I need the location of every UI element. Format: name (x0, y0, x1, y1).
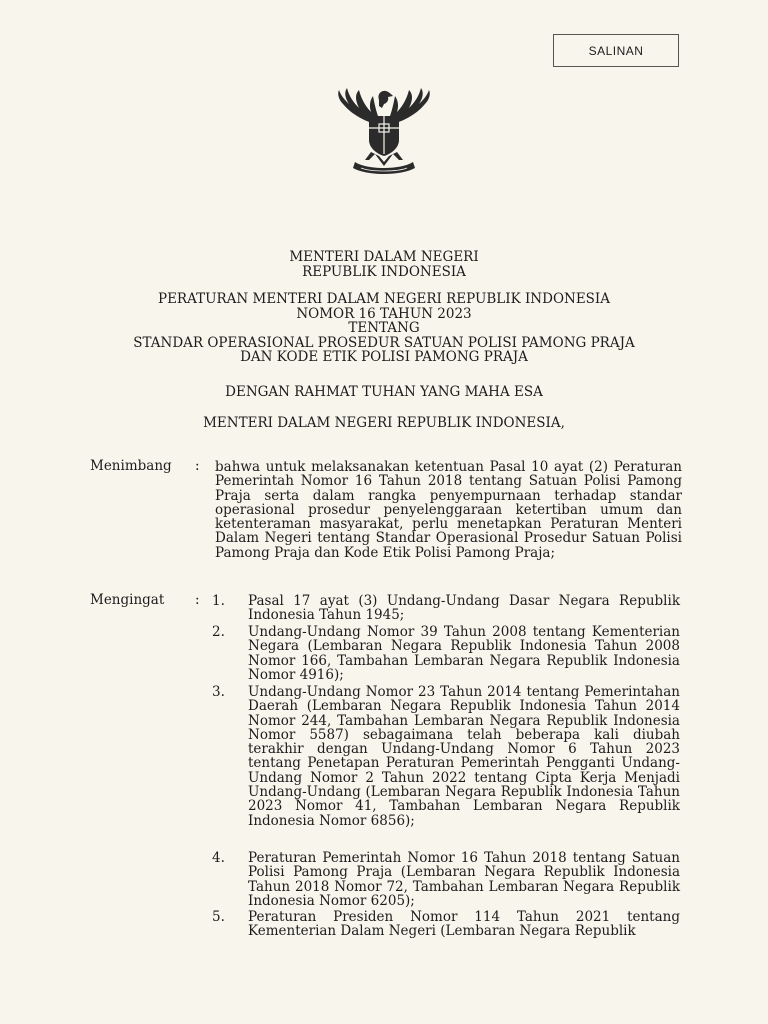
list-item-number: 5. (212, 909, 225, 925)
list-item-text: Pasal 17 ayat (3) Undang-Undang Dasar Negara Republik Indonesia Tahun 1945; (248, 593, 680, 624)
list-item-number: 3. (212, 684, 225, 700)
list-item-number: 4. (212, 850, 225, 866)
salinan-stamp: SALINAN (553, 34, 679, 67)
regulation-title (0, 292, 768, 365)
ministry-header (0, 250, 768, 279)
mengingat-label: Mengingat (90, 592, 165, 608)
ministry-header-line2: REPUBLIK INDONESIA (302, 263, 466, 280)
list-item-number: 2. (212, 624, 225, 640)
regulation-title-line5: DAN KODE ETIK POLISI PAMONG PRAJA (240, 349, 528, 365)
regulation-title-line3: TENTANG (348, 320, 420, 336)
list-item-text: Undang-Undang Nomor 23 Tahun 2014 tentang Pemerintahan Daerah (Lembaran Negara Republik Indonesia Tahun 2014 Nomor 244, Tambahan Lembaran Negara Republik Indonesia Nomor 5587) sebagaimana telah beberapa kali diubah terakhir dengan Undang-Undang Nomor 6 Tahun 2023 tentang Penetapan Peraturan Pemerintah Pengganti Undang-Undang Nomor 2 Tahun 2022 tentang Cipta Kerja Menjadi Undang-Undang (Lembaran Negara Republik Indonesia Tahun 2023 Nomor 41, Tambahan Lembaran Negara Republik Indonesia Nomor 6856); (248, 684, 680, 829)
invocation (0, 385, 768, 400)
menimbang-text: bahwa untuk melaksanakan ketentuan Pasal 10 ayat (2) Peraturan Pemerintah Nomor 16 Tahun 2018 tentang Satuan Polisi Pamong Praja serta dalam rangka penyempurnaan terhadap standar operasional prosedur penyelenggaraan ketertiban umum dan ketenteraman masyarakat, perlu menetapkan Peraturan Menteri Dalam Negeri tentang Standar Operasional Prosedur Satuan Polisi Pamong Praja dan Kode Etik Polisi Pamong Praja; (215, 459, 682, 561)
invocation-text: DENGAN RAHMAT TUHAN YANG MAHA ESA (225, 384, 543, 400)
list-item-text: Undang-Undang Nomor 39 Tahun 2008 tentang Kementerian Negara (Lembaran Negara Republik Indonesia Tahun 2008 Nomor 166, Tambahan Lembaran Negara Republik Indonesia Nomor 4916); (248, 624, 680, 683)
menimbang-label: Menimbang (90, 458, 172, 474)
ministry-header-line1: MENTERI DALAM NEGERI (289, 249, 479, 265)
menimbang-colon: : (195, 458, 200, 474)
garuda-emblem-icon (331, 86, 437, 180)
list-item-number: 1. (212, 593, 225, 609)
list-item-text: Peraturan Presiden Nomor 114 Tahun 2021 tentang Kementerian Dalam Negeri (Lembaran Negara Republik (248, 909, 680, 940)
regulation-title-line1: PERATURAN MENTERI DALAM NEGERI REPUBLIK INDONESIA (157, 291, 611, 307)
issuer-text: MENTERI DALAM NEGERI REPUBLIK INDONESIA, (203, 415, 565, 431)
regulation-title-line2: NOMOR 16 TAHUN 2023 (296, 305, 472, 322)
list-item-text: Peraturan Pemerintah Nomor 16 Tahun 2018 tentang Satuan Polisi Pamong Praja (Lembaran Negara Republik Indonesia Tahun 2018 Nomor 72, Tambahan Lembaran Negara Republik Indonesia Nomor 6205); (248, 850, 680, 909)
regulation-title-line4: STANDAR OPERASIONAL PROSEDUR SATUAN POLISI PAMONG PRAJA (133, 334, 635, 351)
issuer (0, 416, 768, 431)
mengingat-colon: : (195, 592, 200, 608)
